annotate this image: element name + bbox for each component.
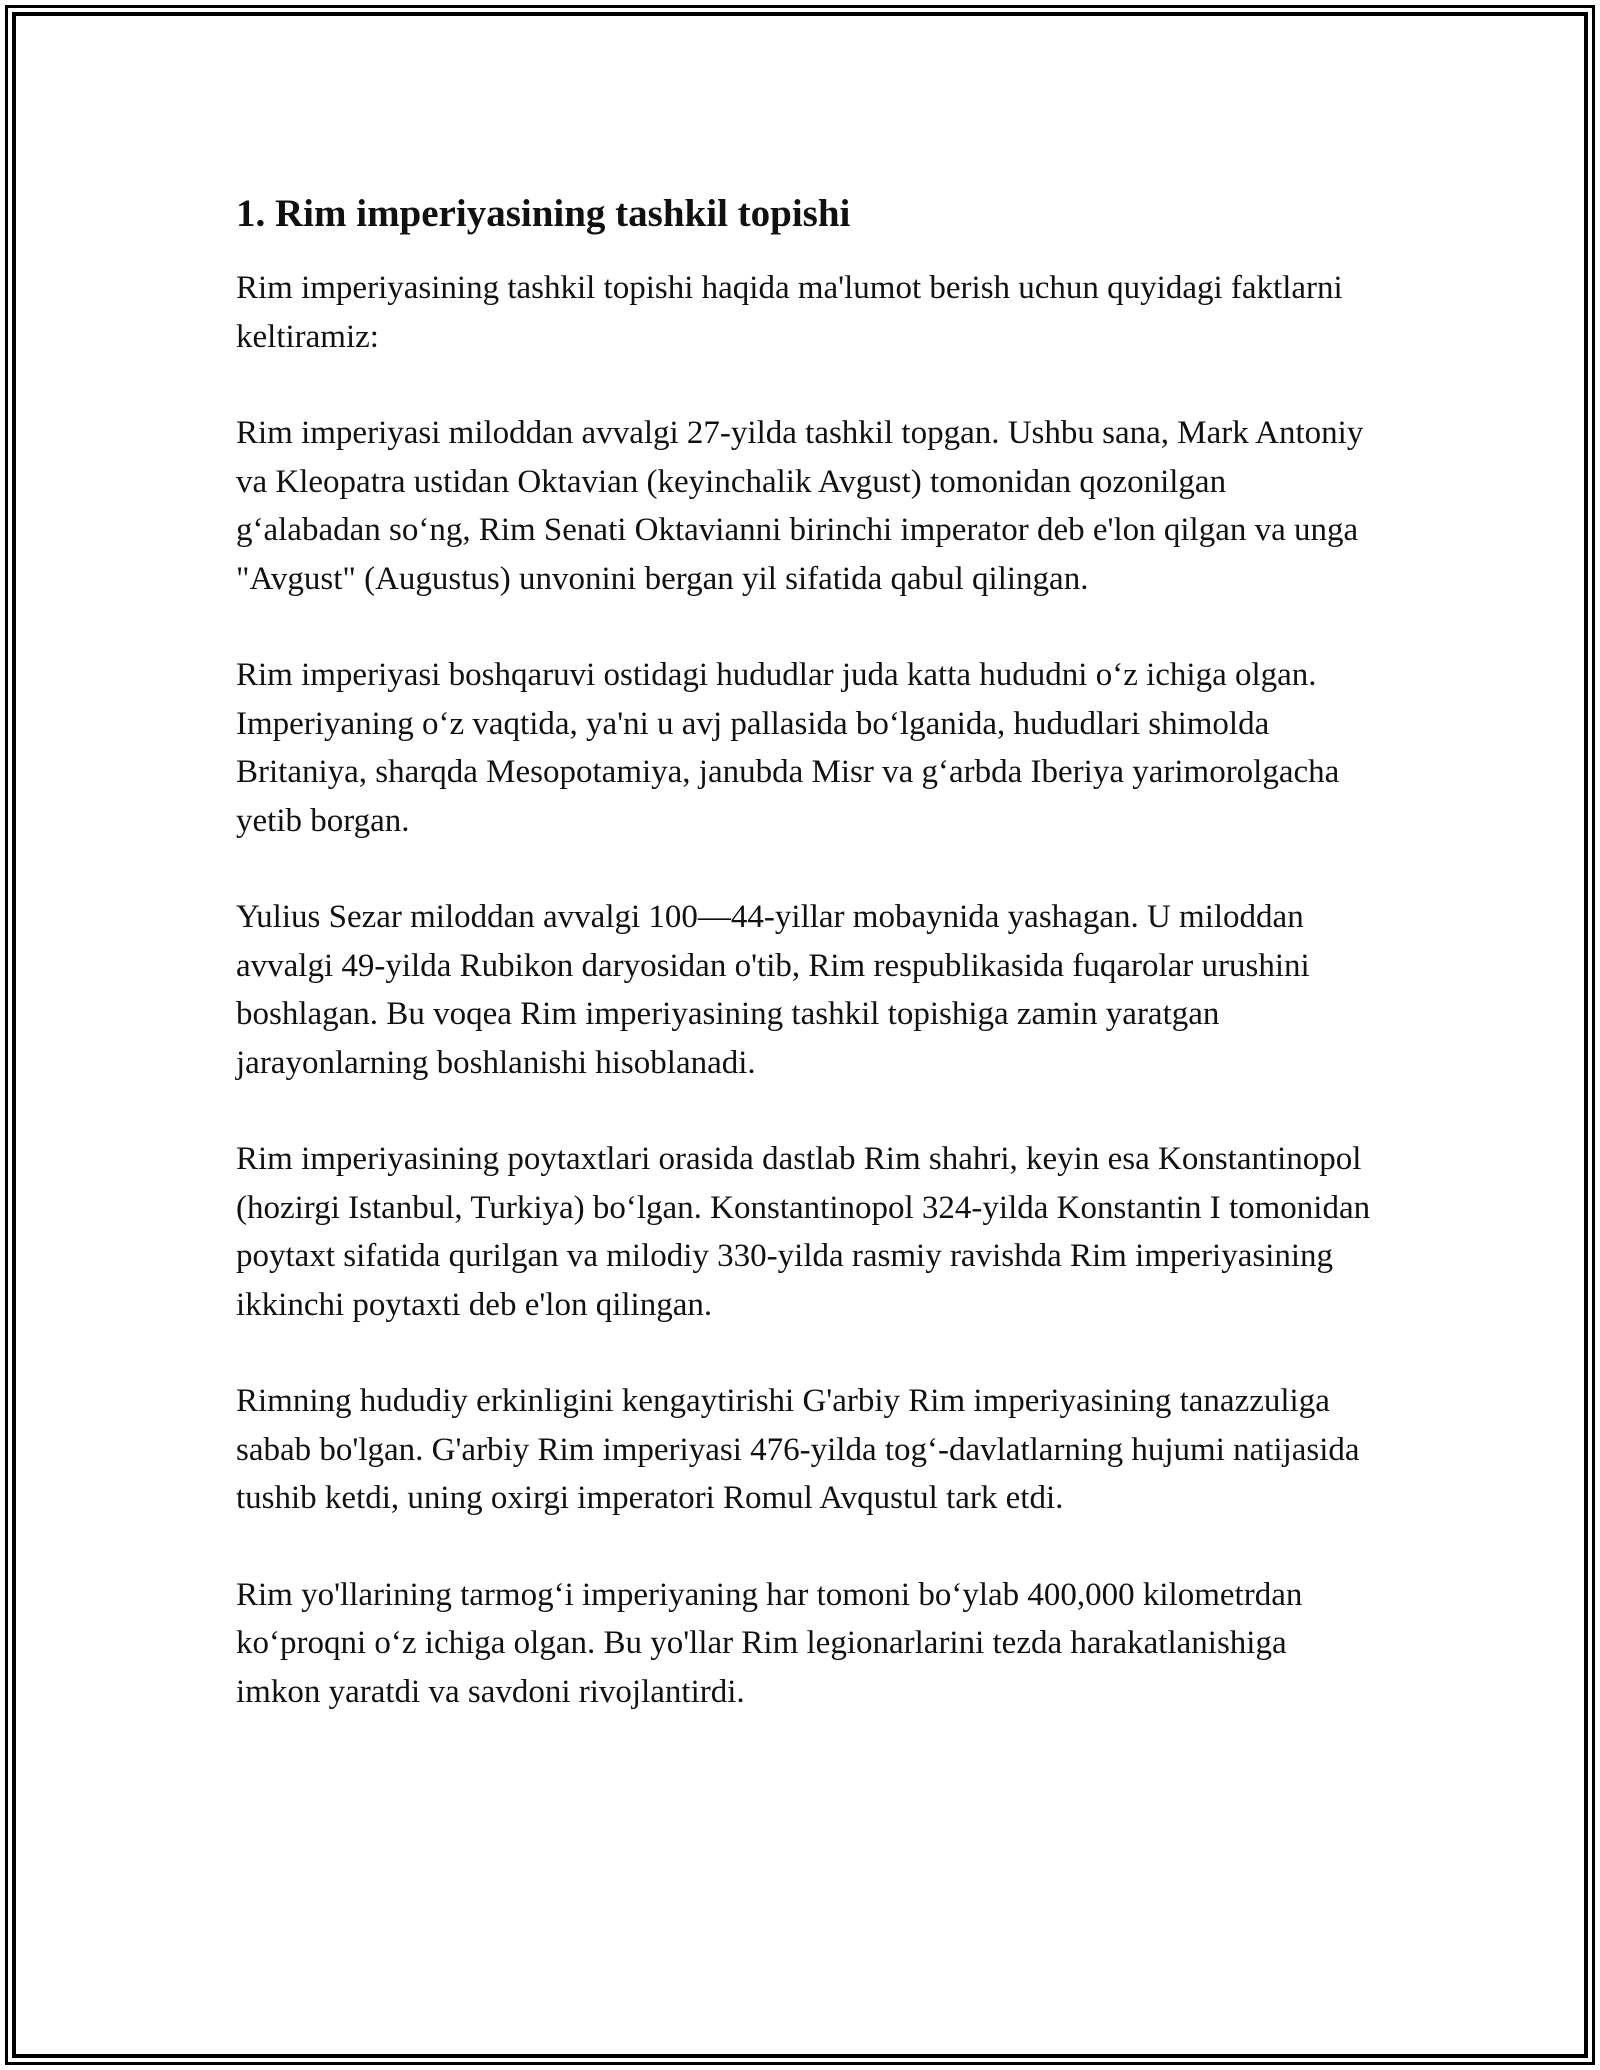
caesar-paragraph: Yulius Sezar miloddan avvalgi 100—44-yillar mobaynida yashagan. U miloddan avvalgi 49-yilda Rubikon daryosidan o'tib, Rim respublikasida fuqarolar urushini boshlagan. Bu voqea Rim imperiyasining tashkil topishiga zamin yaratgan jarayonlarning boshlanishi hisoblanadi. (236, 899, 1310, 1081)
capitals-paragraph: Rim imperiyasining poytaxtlari orasida dastlab Rim shahri, keyin esa Konstantinopol (hozirgi Istanbul, Turkiya) bo‘lgan. Konstantinopol 324-yilda Konstantin I tomonidan poytaxt sifatida qurilgan va milodiy 330-yilda rasmiy ravishda Rim imperiyasining ikkinchi poytaxti deb e'lon qilingan. (236, 1141, 1371, 1323)
document-body (236, 186, 1376, 1764)
territory-paragraph: Rim imperiyasi boshqaruvi ostidagi hududlar juda katta hududni o‘z ichiga olgan. Imperiyaning o‘z vaqtida, ya'ni u avj pallasida bo‘lganida, hududlari shimolda Britaniya, sharqda Mesopotamiya, janubda Misr va g‘arbda Iberiya yarimorolgacha yetib borgan. (236, 657, 1340, 839)
intro-paragraph: Rim imperiyasining tashkil topishi haqida ma'lumot berish uchun quyidagi faktlarni keltiramiz: (236, 270, 1343, 355)
decline-paragraph: Rimning hududiy erkinligini kengaytirishi G'arbiy Rim imperiyasining tanazzuliga sabab bo'lgan. G'arbiy Rim imperiyasi 476-yilda tog‘-davlatlarning hujumi natijasida tushib ketdi, uning oxirgi imperatori Romul Avqustul tark etdi. (236, 1383, 1360, 1516)
section-heading: 1. Rim imperiyasining tashkil topishi (236, 192, 851, 235)
founding-date-paragraph: Rim imperiyasi miloddan avvalgi 27-yilda tashkil topgan. Ushbu sana, Mark Antoniy va Kleopatra ustidan Oktavian (keyinchalik Avgust) tomonidan qozonilgan g‘alabadan so‘ng, Rim Senati Oktavianni birinchi imperator deb e'lon qilgan va unga "Avgust" (Augustus) unvonini bergan yil sifatida qabul qilingan. (236, 415, 1364, 597)
roads-paragraph: Rim yo'llarining tarmog‘i imperiyaning har tomoni bo‘ylab 400,000 kilometrdan ko‘proqni o‘z ichiga olgan. Bu yo'llar Rim legionarlarini tezda harakatlanishiga imkon yaratdi va savdoni rivojlantirdi. (236, 1576, 1303, 1710)
